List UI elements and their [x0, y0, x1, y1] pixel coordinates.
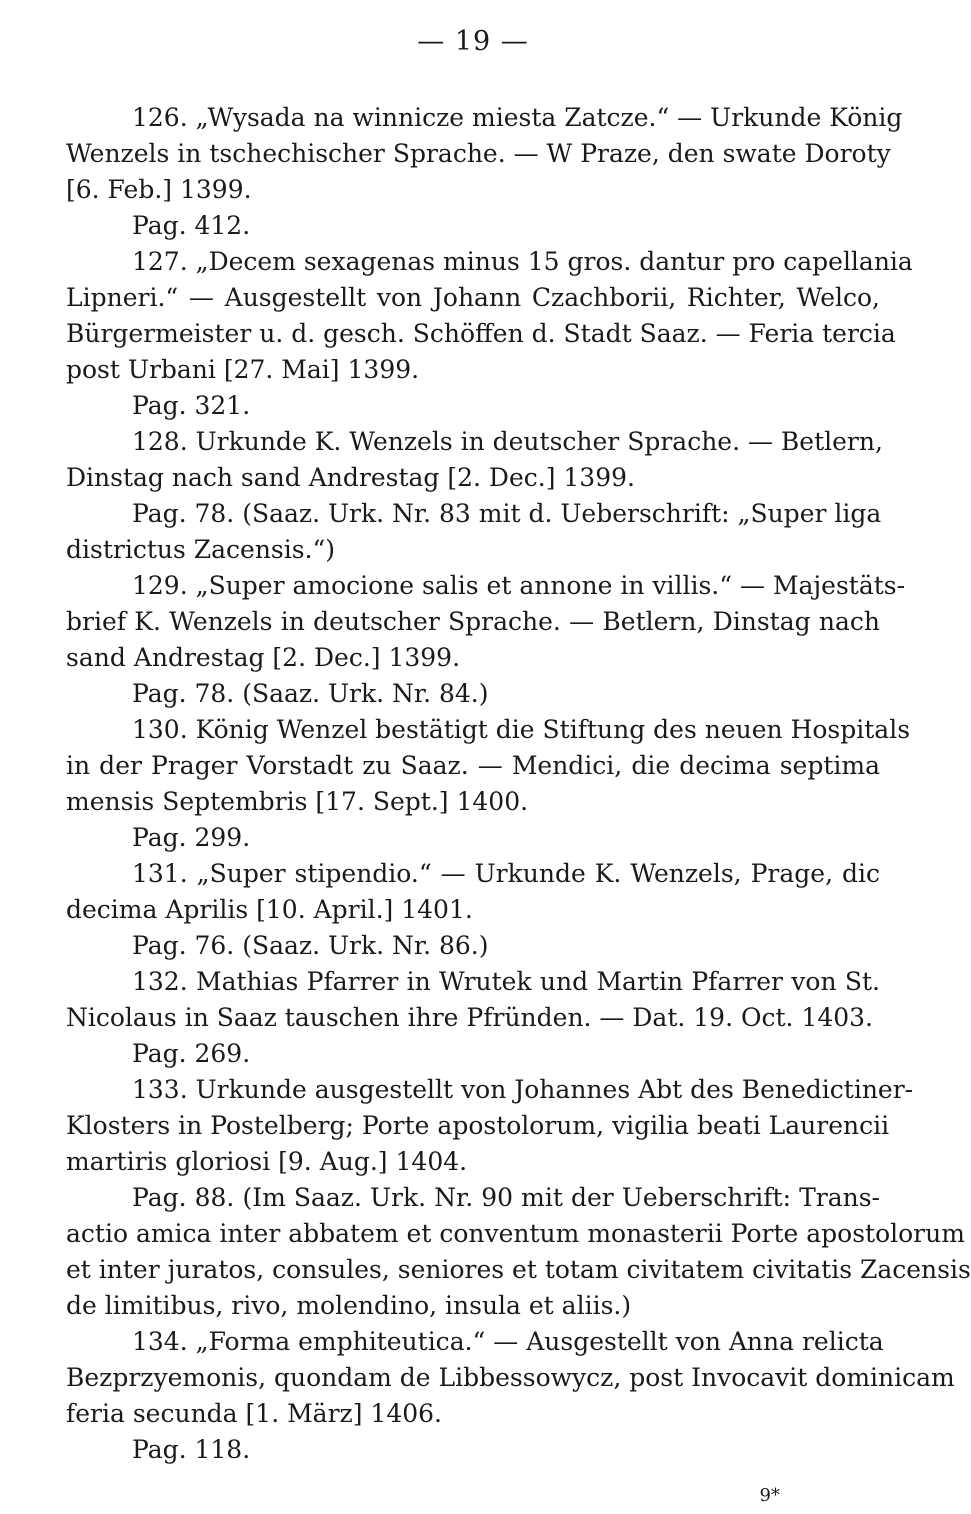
- text-line: in der Prager Vorstadt zu Saaz. — Mendici, die decima septima: [66, 751, 880, 780]
- text-line: [6. Feb.] 1399.: [66, 175, 252, 204]
- text-line: 131. „Super stipendio.“ — Urkunde K. Wenzels, Prage, dic: [132, 859, 880, 888]
- text-body: [66, 100, 971, 1468]
- text-line: districtus Zacensis.“): [66, 535, 336, 564]
- text-line: de limitibus, rivo, molendino, insula et aliis.): [66, 1291, 632, 1320]
- text-line: brief K. Wenzels in deutscher Sprache. — Betlern, Dinstag nach: [66, 607, 880, 636]
- text-line: et inter juratos, consules, seniores et totam civitatem civitatis Zacensis: [66, 1255, 971, 1284]
- text-line: Nicolaus in Saaz tauschen ihre Pfründen. — Dat. 19. Oct. 1403.: [66, 1003, 873, 1032]
- text-line: Klosters in Postelberg; Porte apostolorum, vigilia beati Laurencii: [66, 1111, 890, 1140]
- text-line: Pag. 412.: [132, 211, 251, 240]
- text-line: 128. Urkunde K. Wenzels in deutscher Sprache. — Betlern,: [132, 427, 883, 456]
- text-line: Pag. 88. (Im Saaz. Urk. Nr. 90 mit der Ueberschrift: Trans-: [132, 1183, 880, 1212]
- text-line: Pag. 76. (Saaz. Urk. Nr. 86.): [132, 931, 489, 960]
- text-line: Dinstag nach sand Andrestag [2. Dec.] 1399.: [66, 463, 635, 492]
- text-line: Bürgermeister u. d. gesch. Schöffen d. Stadt Saaz. — Feria tercia: [66, 319, 896, 348]
- text-line: sand Andrestag [2. Dec.] 1399.: [66, 643, 461, 672]
- text-line: Pag. 78. (Saaz. Urk. Nr. 83 mit d. Ueberschrift: „Super liga: [132, 499, 882, 528]
- text-line: post Urbani [27. Mai] 1399.: [66, 355, 420, 384]
- document-page: [66, 22, 971, 1506]
- text-line: Pag. 321.: [132, 391, 251, 420]
- text-line: Lipneri.“ — Ausgestellt von Johann Czachborii, Richter, Welco,: [66, 283, 880, 312]
- text-line: decima Aprilis [10. April.] 1401.: [66, 895, 473, 924]
- text-line: 127. „Decem sexagenas minus 15 gros. dantur pro capellania: [132, 247, 913, 276]
- text-line: 134. „Forma emphiteutica.“ — Ausgestellt von Anna relicta: [132, 1327, 884, 1356]
- text-line: Pag. 269.: [132, 1039, 251, 1068]
- text-line: 133. Urkunde ausgestellt von Johannes Abt des Benedictiner-: [132, 1075, 914, 1104]
- text-line: Wenzels in tschechischer Sprache. — W Praze, den swate Doroty: [66, 139, 891, 168]
- text-line: Pag. 118.: [132, 1435, 251, 1464]
- text-line: 126. „Wysada na winnicze miesta Zatcze.“ — Urkunde König: [132, 103, 903, 132]
- text-line: feria secunda [1. März] 1406.: [66, 1399, 442, 1428]
- page-number: — 19 —: [417, 26, 529, 57]
- text-line: mensis Septembris [17. Sept.] 1400.: [66, 787, 529, 816]
- signature-mark: 9*: [759, 1485, 780, 1506]
- text-line: martiris gloriosi [9. Aug.] 1404.: [66, 1147, 468, 1176]
- text-line: Pag. 78. (Saaz. Urk. Nr. 84.): [132, 679, 489, 708]
- text-line: Bezprzyemonis, quondam de Libbessowycz, post Invocavit dominicam: [66, 1363, 955, 1392]
- text-line: actio amica inter abbatem et conventum monasterii Porte apostolorum: [66, 1219, 965, 1248]
- text-line: 132. Mathias Pfarrer in Wrutek und Martin Pfarrer von St.: [132, 967, 880, 996]
- text-line: 129. „Super amocione salis et annone in villis.“ — Majestäts-: [132, 571, 906, 600]
- text-line: 130. König Wenzel bestätigt die Stiftung des neuen Hospitals: [132, 715, 911, 744]
- text-line: Pag. 299.: [132, 823, 251, 852]
